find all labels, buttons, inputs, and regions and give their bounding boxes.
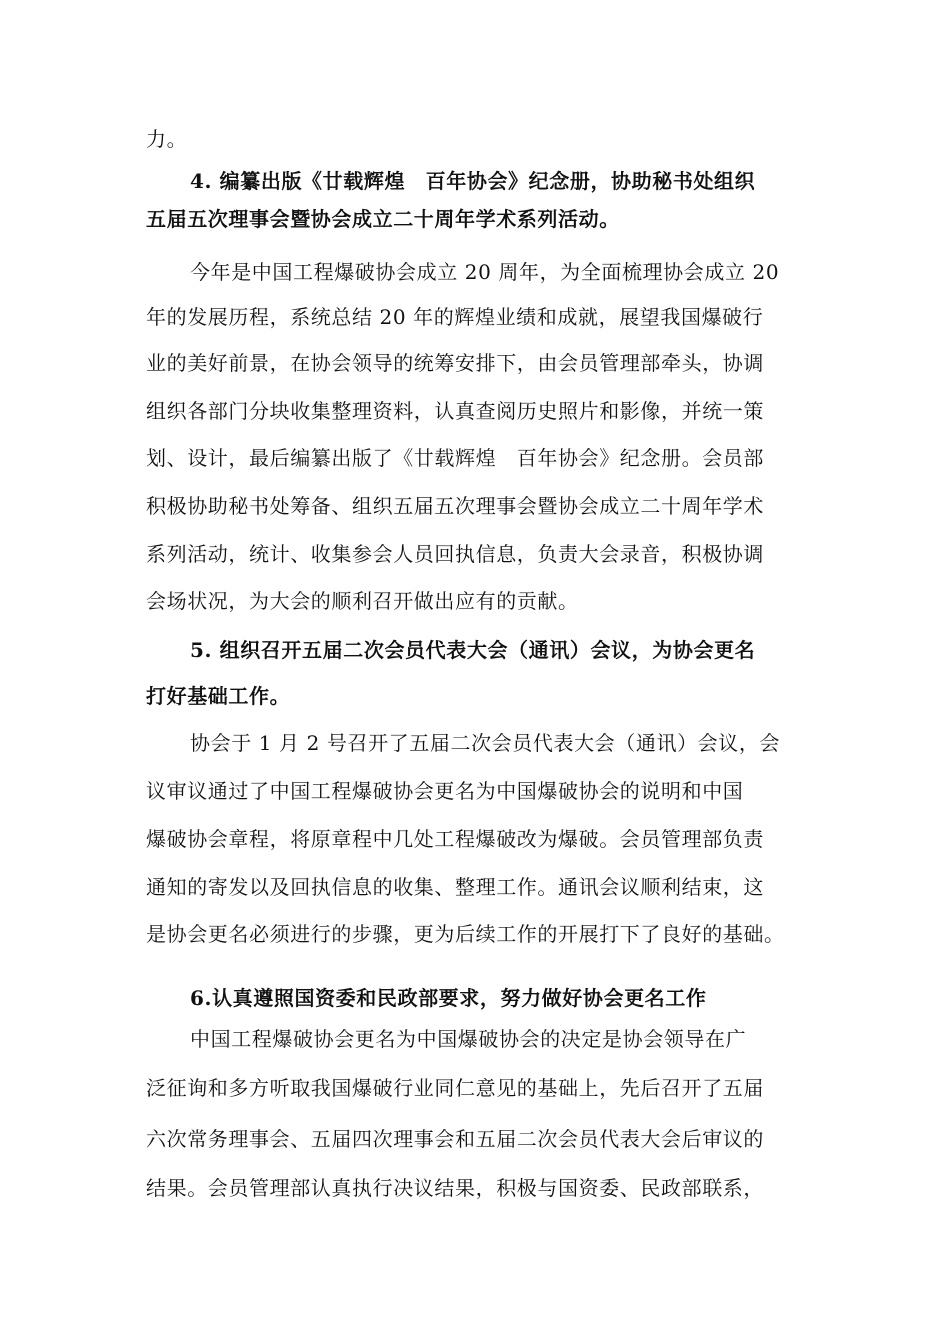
section-heading-5-cont: 打好基础工作。 <box>146 684 291 708</box>
paragraph-line: 泛征询和多方听取我国爆破行业同仁意见的基础上，先后召开了五届 <box>146 1076 764 1100</box>
paragraph-line: 力。 <box>146 127 188 151</box>
section-heading-5: 5. 组织召开五届二次会员代表大会（通讯）会议，为协会更名 <box>190 638 756 662</box>
paragraph-line: 今年是中国工程爆破协会成立 20 周年，为全面梳理协会成立 20 <box>190 260 780 284</box>
paragraph-line: 六次常务理事会、五届四次理事会和五届二次会员代表大会后审议的 <box>146 1127 764 1151</box>
paragraph-line: 议审议通过了中国工程爆破协会更名为中国爆破协会的说明和中国 <box>146 779 744 803</box>
paragraph-line: 爆破协会章程，将原章程中几处工程爆破改为爆破。会员管理部负责 <box>146 827 764 851</box>
paragraph-line: 结果。会员管理部认真执行决议结果，积极与国资委、民政部联系， <box>146 1176 764 1200</box>
section-heading-4-cont: 五届五次理事会暨协会成立二十周年学术系列活动。 <box>146 207 620 231</box>
paragraph-line: 中国工程爆破协会更名为中国爆破协会的决定是协会领导在广 <box>190 1027 747 1051</box>
paragraph-line: 业的美好前景，在协会领导的统筹安排下，由会员管理部牵头，协调 <box>146 351 764 375</box>
paragraph-line: 是协会更名必须进行的步骤，更为后续工作的开展打下了良好的基础。 <box>146 922 785 946</box>
paragraph-line: 系列活动，统计、收集参会人员回执信息，负责大会录音，积极协调 <box>146 542 764 566</box>
paragraph-line: 会场状况，为大会的顺利召开做出应有的贡献。 <box>146 589 579 613</box>
paragraph-line: 协会于 1 月 2 号召开了五届二次会员代表大会（通讯）会议，会 <box>190 731 781 755</box>
paragraph-line: 划、设计，最后编纂出版了《廿载辉煌 百年协会》纪念册。会员部 <box>146 446 764 470</box>
section-heading-4: 4. 编纂出版《廿载辉煌 百年协会》纪念册，协助秘书处组织 <box>190 169 756 193</box>
paragraph-line: 年的发展历程，系统总结 20 年的辉煌业绩和成就，展望我国爆破行 <box>146 305 764 329</box>
paragraph-line: 组织各部门分块收集整理资料，认真查阅历史照片和影像，并统一策 <box>146 399 764 423</box>
paragraph-line: 通知的寄发以及回执信息的收集、整理工作。通讯会议顺利结束，这 <box>146 875 764 899</box>
paragraph-line: 积极协助秘书处筹备、组织五届五次理事会暨协会成立二十周年学术 <box>146 494 764 518</box>
section-heading-6: 6.认真遵照国资委和民政部要求，努力做好协会更名工作 <box>190 986 707 1010</box>
